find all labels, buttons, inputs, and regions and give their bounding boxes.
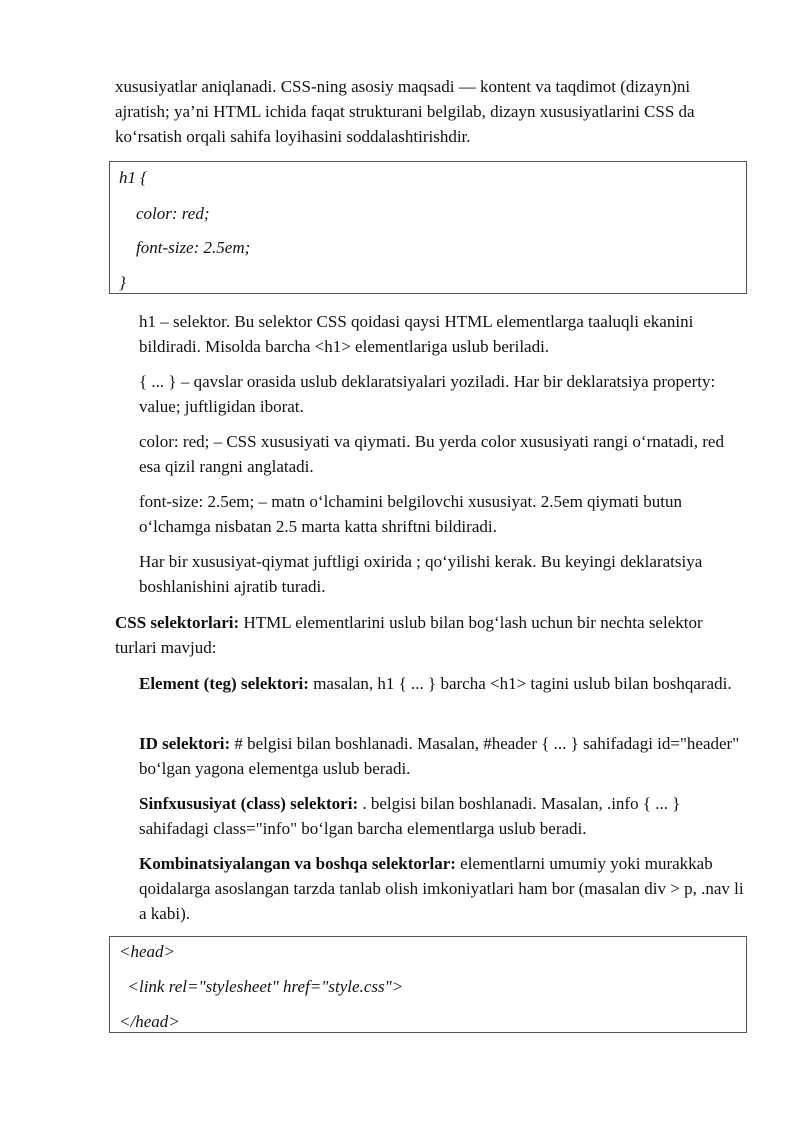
selectors-heading: CSS selektorlari: <box>115 613 240 632</box>
code-line: } <box>119 273 126 292</box>
code-line: <head> <box>119 942 175 961</box>
selector-term: ID selektori: <box>139 734 231 753</box>
html-code-block <box>109 936 747 1033</box>
selector-term: Kombinatsiyalangan va boshqa selektorlar: <box>139 854 456 873</box>
code-line: h1 { <box>119 168 148 187</box>
code-line: font-size: 2.5em; <box>119 238 251 257</box>
explanation-braces: { ... } – qavslar orasida uslub deklaratsiyalari yoziladi. Har bir deklaratsiya property: value; juftligidan iborat. <box>139 372 716 416</box>
code-line: </head> <box>119 1012 180 1031</box>
selectors-intro <box>115 610 735 660</box>
selector-combined <box>139 851 749 926</box>
selectors-intro-text: HTML elementlarini uslub bilan bog‘lash uchun bir nechta selektor turlari mavjud: <box>115 613 703 657</box>
explanation-font-size: font-size: 2.5em; – matn o‘lchamini belgilovchi xususiyat. 2.5em qiymati butun o‘lchamga nisbatan 2.5 marta katta shriftni bildiradi. <box>139 492 682 536</box>
explanation-color: color: red; – CSS xususiyati va qiymati. Bu yerda color xususiyati rangi o‘rnatadi, red esa qizil rangni anglatadi. <box>139 432 724 476</box>
explanation-selector: h1 – selektor. Bu selektor CSS qoidasi qaysi HTML elementlarga taaluqli ekanini bildiradi. Misolda barcha <h1> elementlariga uslub beriladi. <box>139 312 694 356</box>
explanation-semicolon: Har bir xususiyat-qiymat juftligi oxirida ; qo‘yilishi kerak. Bu keyingi deklaratsiya boshlanishini ajratib turadi. <box>139 552 703 596</box>
selector-term: Element (teg) selektori: <box>139 674 309 693</box>
selector-desc: . belgisi bilan boshlanadi. Masalan, .info { ... } sahifadagi class="info" bo‘lgan barcha elementlarga uslub beradi. <box>139 794 681 838</box>
css-code-block <box>109 161 747 294</box>
code-line: color: red; <box>119 204 210 223</box>
selector-class <box>139 791 749 841</box>
selector-desc: # belgisi bilan boshlanadi. Masalan, #header { ... } sahifadagi id="header" bo‘lgan yagona elementga uslub beradi. <box>139 734 740 778</box>
selector-term: Sinfxususiyat (class) selektori: <box>139 794 359 813</box>
selector-id <box>139 731 749 781</box>
code-line: <link rel="stylesheet" href="style.css"> <box>119 977 404 996</box>
selector-element <box>139 671 749 696</box>
selector-desc: elementlarni umumiy yoki murakkab qoidalarga asoslangan tarzda tanlab olish imkoniyatlari ham bor (masalan div > p, .nav li a kabi). <box>139 854 744 923</box>
selector-desc: masalan, h1 { ... } barcha <h1> tagini uslub bilan boshqaradi. <box>308 674 732 693</box>
intro-paragraph: xususiyatlar aniqlanadi. CSS-ning asosiy maqsadi — kontent va taqdimot (dizayn)ni ajratish; ya’ni HTML ichida faqat strukturani belgilab, dizayn xususiyatlarini CSS da ko‘rsatish orqali sahifa loyihasini soddalashtirishdir. <box>115 77 695 146</box>
